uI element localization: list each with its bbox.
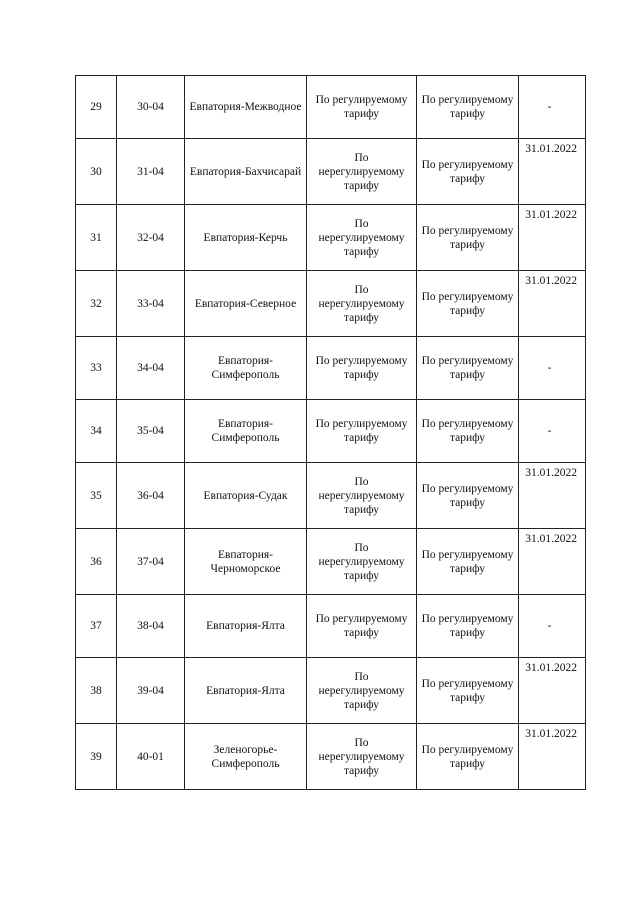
row-number-cell: 34 xyxy=(76,400,117,463)
route-name-cell: Евпатория-Ялта xyxy=(185,658,307,724)
row-number-cell: 37 xyxy=(76,595,117,658)
route-code-cell: 33-04 xyxy=(117,271,185,337)
transport-kind-cell: По регулируемому тарифу xyxy=(307,595,417,658)
routes-table xyxy=(75,75,586,790)
route-code-cell: 38-04 xyxy=(117,595,185,658)
table-row xyxy=(76,595,586,658)
route-code-cell: 40-01 xyxy=(117,724,185,790)
tariff-cell: По регулируемому тарифу xyxy=(417,271,519,337)
route-name-cell: Зеленогорье-Симферополь xyxy=(185,724,307,790)
tariff-cell: По регулируемому тарифу xyxy=(417,595,519,658)
row-number-cell: 35 xyxy=(76,463,117,529)
table-row xyxy=(76,337,586,400)
transport-kind-cell: По регулируемому тарифу xyxy=(307,76,417,139)
route-name-cell: Евпатория-Симферополь xyxy=(185,337,307,400)
transport-kind-cell: По нерегулируемому тарифу xyxy=(307,658,417,724)
tariff-cell: По регулируемому тарифу xyxy=(417,724,519,790)
tariff-cell: По регулируемому тарифу xyxy=(417,400,519,463)
date-cell: 31.01.2022 xyxy=(519,529,586,595)
table-row xyxy=(76,271,586,337)
route-name-cell: Евпатория-Судак xyxy=(185,463,307,529)
route-code-cell: 35-04 xyxy=(117,400,185,463)
route-code-cell: 39-04 xyxy=(117,658,185,724)
routes-table-body xyxy=(76,76,586,790)
route-code-cell: 34-04 xyxy=(117,337,185,400)
table-row xyxy=(76,463,586,529)
date-cell: 31.01.2022 xyxy=(519,139,586,205)
date-cell: - xyxy=(519,400,586,463)
date-cell: 31.01.2022 xyxy=(519,724,586,790)
table-row xyxy=(76,139,586,205)
route-name-cell: Евпатория-Северное xyxy=(185,271,307,337)
row-number-cell: 33 xyxy=(76,337,117,400)
transport-kind-cell: По нерегулируемому тарифу xyxy=(307,271,417,337)
date-cell: 31.01.2022 xyxy=(519,463,586,529)
table-row xyxy=(76,724,586,790)
route-code-cell: 36-04 xyxy=(117,463,185,529)
route-name-cell: Евпатория-Межводное xyxy=(185,76,307,139)
tariff-cell: По регулируемому тарифу xyxy=(417,205,519,271)
row-number-cell: 30 xyxy=(76,139,117,205)
route-name-cell: Евпатория-Симферополь xyxy=(185,400,307,463)
tariff-cell: По регулируемому тарифу xyxy=(417,658,519,724)
route-code-cell: 30-04 xyxy=(117,76,185,139)
route-name-cell: Евпатория-Керчь xyxy=(185,205,307,271)
tariff-cell: По регулируемому тарифу xyxy=(417,76,519,139)
row-number-cell: 39 xyxy=(76,724,117,790)
route-code-cell: 37-04 xyxy=(117,529,185,595)
route-name-cell: Евпатория-Ялта xyxy=(185,595,307,658)
table-row xyxy=(76,658,586,724)
tariff-cell: По регулируемому тарифу xyxy=(417,529,519,595)
date-cell: 31.01.2022 xyxy=(519,658,586,724)
transport-kind-cell: По нерегулируемому тарифу xyxy=(307,139,417,205)
row-number-cell: 38 xyxy=(76,658,117,724)
date-cell: - xyxy=(519,76,586,139)
row-number-cell: 36 xyxy=(76,529,117,595)
row-number-cell: 31 xyxy=(76,205,117,271)
date-cell: - xyxy=(519,337,586,400)
tariff-cell: По регулируемому тарифу xyxy=(417,139,519,205)
tariff-cell: По регулируемому тарифу xyxy=(417,463,519,529)
route-name-cell: Евпатория-Бахчисарай xyxy=(185,139,307,205)
route-name-cell: Евпатория-Черноморское xyxy=(185,529,307,595)
row-number-cell: 32 xyxy=(76,271,117,337)
route-code-cell: 32-04 xyxy=(117,205,185,271)
transport-kind-cell: По нерегулируемому тарифу xyxy=(307,529,417,595)
date-cell: 31.01.2022 xyxy=(519,271,586,337)
transport-kind-cell: По нерегулируемому тарифу xyxy=(307,463,417,529)
tariff-cell: По регулируемому тарифу xyxy=(417,337,519,400)
route-code-cell: 31-04 xyxy=(117,139,185,205)
date-cell: 31.01.2022 xyxy=(519,205,586,271)
table-row xyxy=(76,529,586,595)
transport-kind-cell: По регулируемому тарифу xyxy=(307,337,417,400)
date-cell: - xyxy=(519,595,586,658)
table-row xyxy=(76,205,586,271)
row-number-cell: 29 xyxy=(76,76,117,139)
table-row xyxy=(76,400,586,463)
transport-kind-cell: По регулируемому тарифу xyxy=(307,400,417,463)
transport-kind-cell: По нерегулируемому тарифу xyxy=(307,205,417,271)
table-row xyxy=(76,76,586,139)
transport-kind-cell: По нерегулируемому тарифу xyxy=(307,724,417,790)
